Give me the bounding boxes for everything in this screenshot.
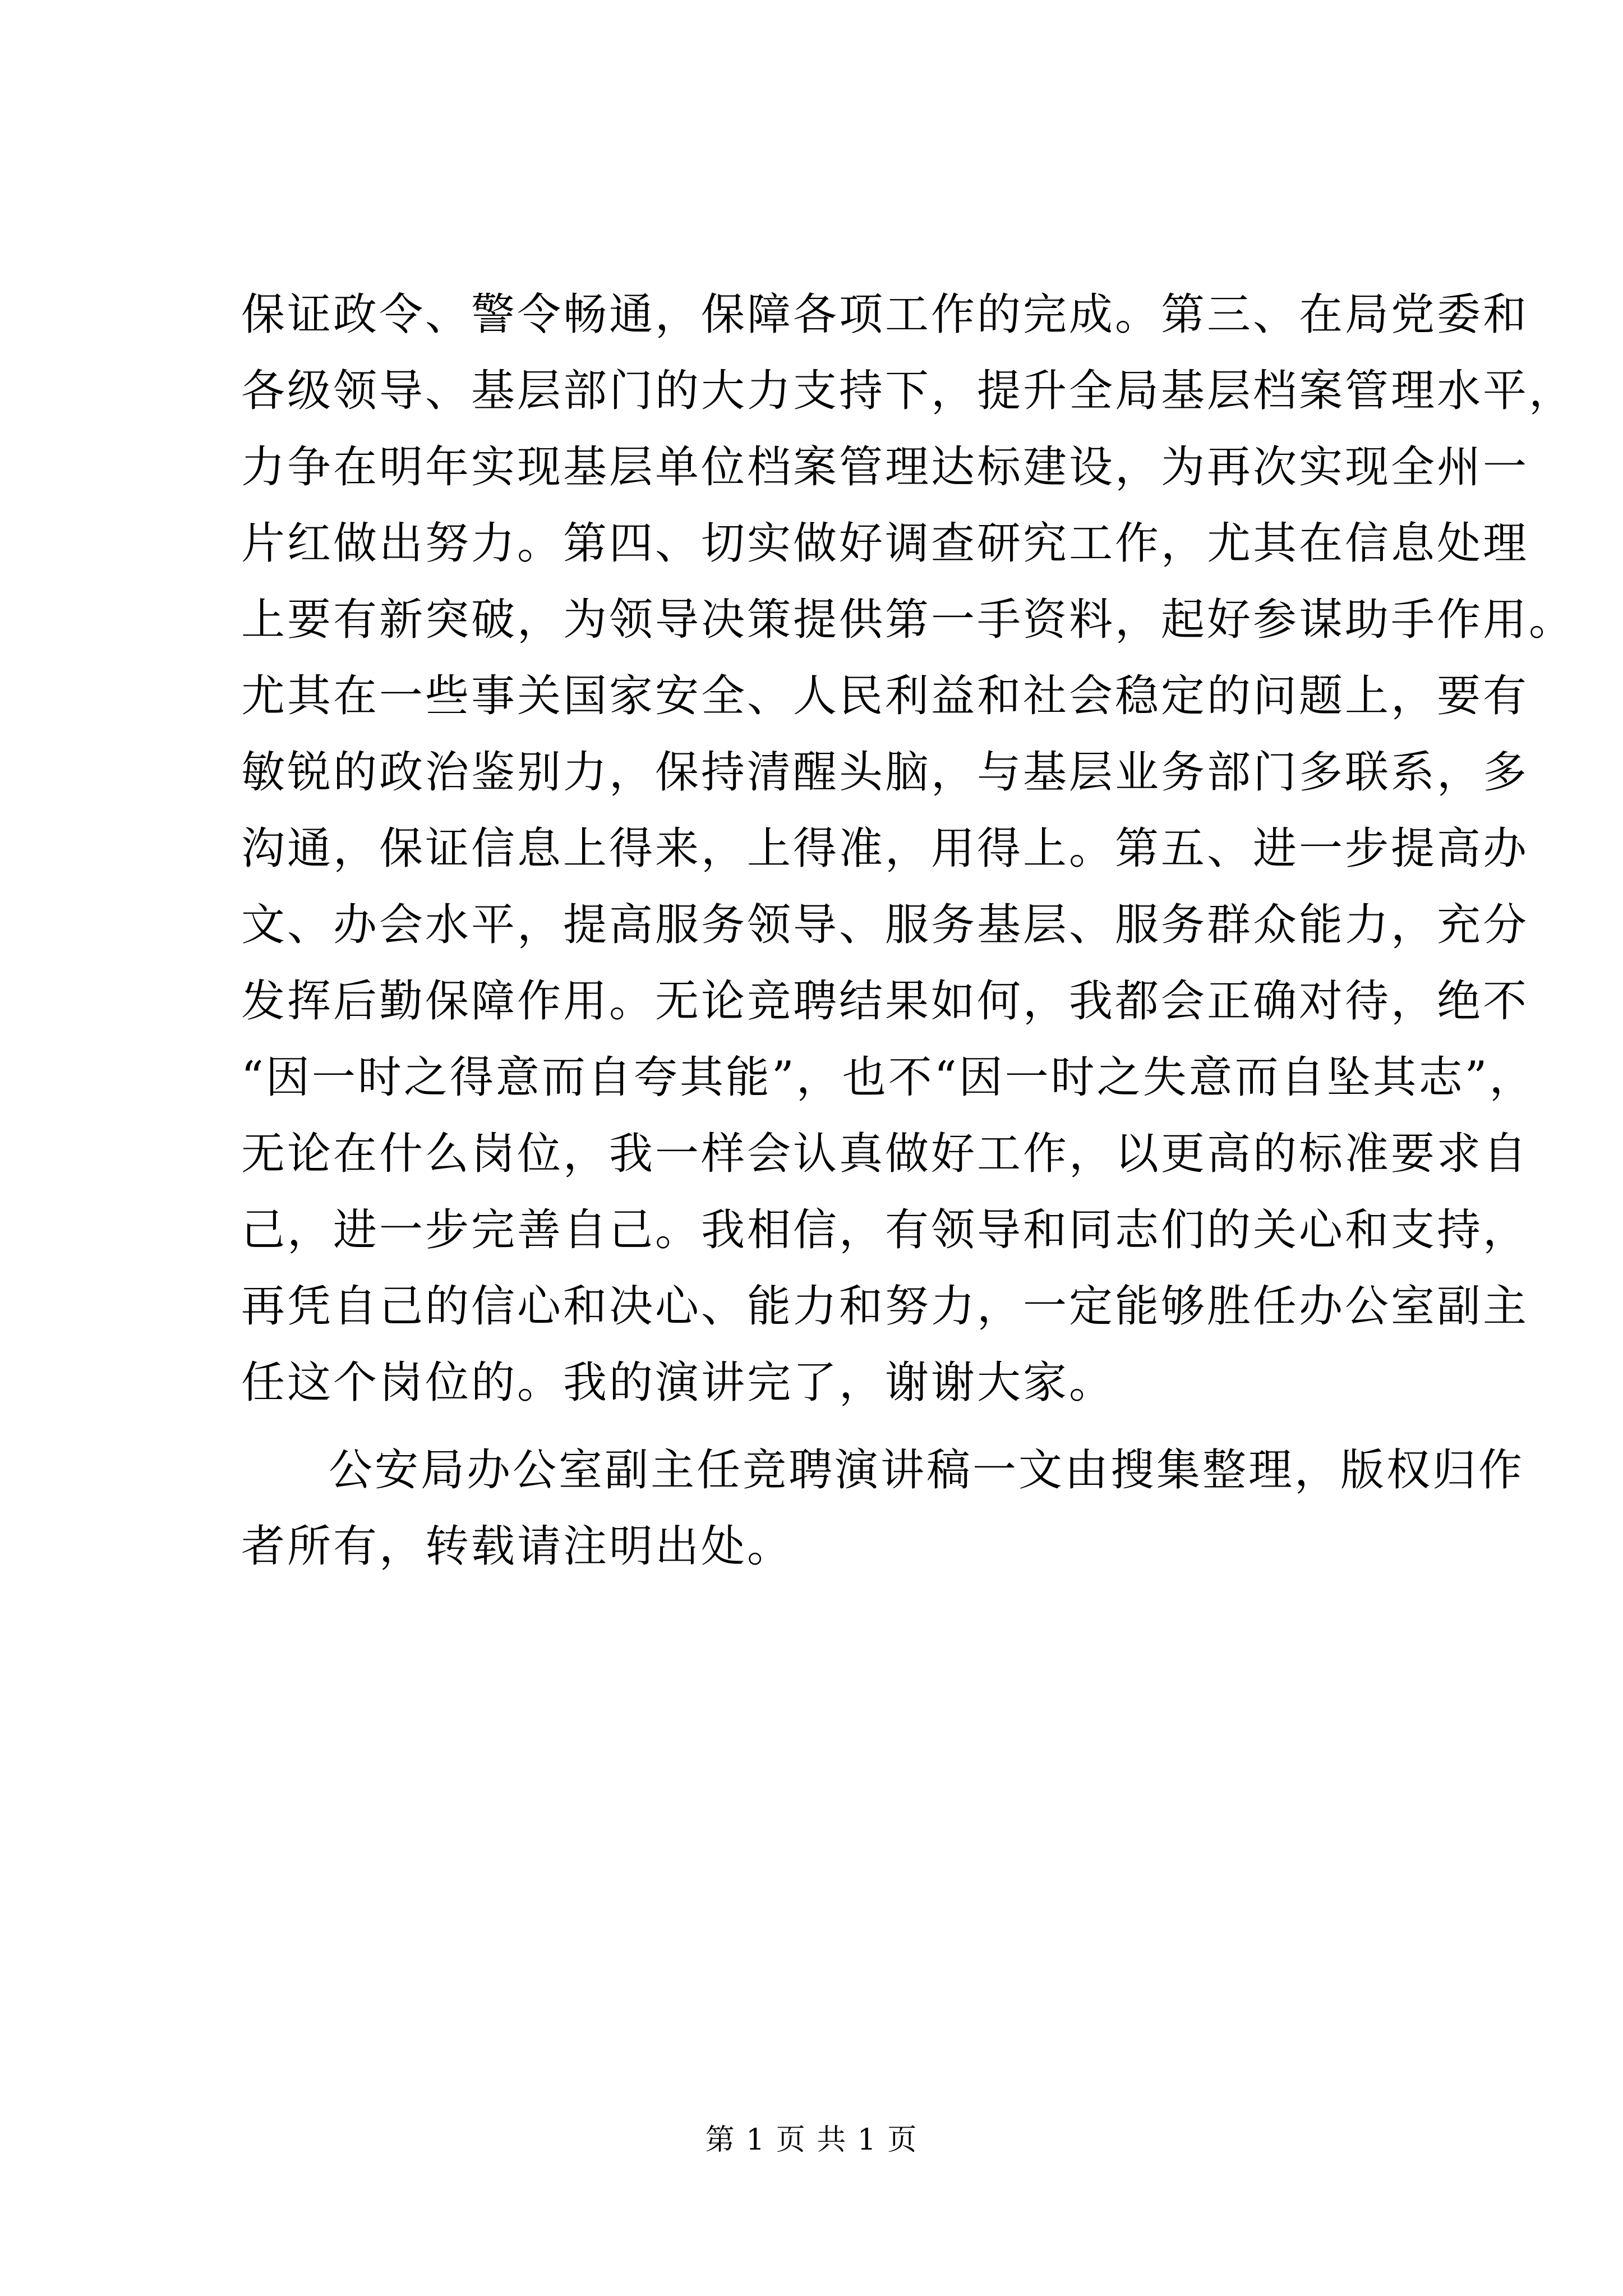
document-body (241, 277, 1575, 1585)
body-line: 文、办会水平，提高服务领导、服务基层、服务群众能力，充分 (241, 900, 1529, 950)
body-line: 片红做出努力。第四、切实做好调查研究工作，尤其在信息处理 (241, 518, 1529, 569)
body-line: 上要有新突破，为领导决策提供第一手资料，起好参谋助手作用。 (241, 595, 1575, 645)
body-line: 沟通，保证信息上得来，上得准，用得上。第五、进一步提高办 (241, 823, 1529, 874)
body-line: 各级领导、基层部门的大力支持下，提升全局基层档案管理水平， (241, 366, 1575, 416)
body-line: 无论在什么岗位，我一样会认真做好工作，以更高的标准要求自 (241, 1129, 1529, 1179)
closing-line: 者所有，转载请注明出处。 (241, 1521, 794, 1572)
body-line: 发挥后勤保障作用。无论竞聘结果如何，我都会正确对待，绝不 (241, 976, 1529, 1027)
body-line: 任这个岗位的。我的演讲完了，谢谢大家。 (241, 1358, 1115, 1408)
body-line: 己，进一步完善自己。我相信，有领导和同志们的关心和支持， (241, 1205, 1529, 1255)
body-line: 再凭自己的信心和决心、能力和努力，一定能够胜任办公室副主 (241, 1281, 1529, 1332)
page-number: 第 1 页 共 1 页 (705, 2123, 918, 2157)
closing-line: 公安局办公室副主任竞聘演讲稿一文由搜集整理，版权归作 (329, 1445, 1525, 1496)
body-line: 保证政令、警令畅通，保障各项工作的完成。第三、在局党委和 (241, 289, 1529, 340)
body-line: 力争在明年实现基层单位档案管理达标建设，为再次实现全州一 (241, 442, 1529, 493)
body-line: “因一时之得意而自夸其能”，也不“因一时之失意而自坠其志”， (241, 1052, 1536, 1103)
body-line: 敏锐的政治鉴别力，保持清醒头脑，与基层业务部门多联系，多 (241, 747, 1529, 798)
body-line: 尤其在一些事关国家安全、人民利益和社会稳定的问题上，要有 (241, 671, 1529, 721)
